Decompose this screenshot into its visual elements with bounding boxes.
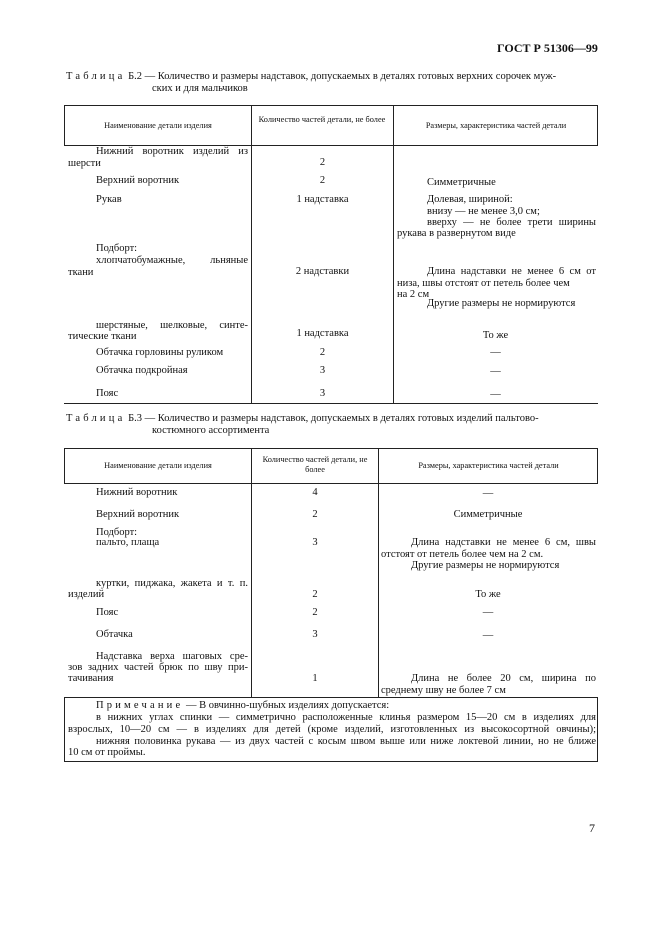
table-b2-row6-spec: —: [490, 347, 501, 358]
table-b2-row4-spec-line1: Длина надставки не менее 6 см от: [427, 266, 596, 277]
table-b3-note-line1: — В овчинно-шубных изделиях допускается:: [185, 700, 390, 711]
table-b2-col-header-name: Наименование детали изделия: [104, 121, 212, 130]
table-b2-row7-count: 3: [319, 365, 326, 376]
table-b3-note-right-border: [597, 697, 598, 762]
table-b2-row4-name-line2: хлопчатобумажные, льняные: [96, 255, 248, 266]
table-b2-bottom-border: [64, 403, 598, 404]
table-b3-col-header-name: Наименование детали изделия: [104, 461, 212, 470]
table-b2-row4-spec-line4: Другие размеры не нормируются: [427, 298, 576, 309]
table-b2-row5-name-line2: тические ткани: [68, 331, 137, 342]
table-b2-row4-name-line1: Подборт:: [96, 243, 138, 254]
table-b3-left-border: [64, 448, 65, 484]
table-b3-row6-count: 3: [312, 629, 318, 640]
table-b2-row1-name: Нижний воротник изделий из шерсти: [68, 146, 248, 169]
table-b3-row4-name-line1: куртки, пиджака, жакета и т. п.: [96, 578, 248, 589]
table-b2-row6-name: Обтачка горловины руликом: [96, 347, 224, 358]
table-b2-caption-cont: ских и для мальчиков: [152, 83, 248, 94]
table-b3-row3-name-line2: пальто, плаща: [96, 537, 160, 548]
table-b3-col-divider-1: [251, 448, 252, 698]
table-b3-note-first-line: [96, 700, 389, 712]
table-b2-row4-spec-line2: низа, швы отстоят от петель более чем: [397, 278, 570, 289]
table-b3-row5-count: 2: [312, 607, 318, 618]
table-b3-row6-name: Обтачка: [96, 629, 133, 640]
table-b3-row2-spec: Симметричные: [453, 509, 523, 520]
table-b2-caption-label: Таблица: [66, 71, 126, 82]
table-b2-row3-name: Рукав: [96, 194, 122, 205]
table-b3-row5-spec: —: [482, 607, 494, 618]
table-b2-caption: [66, 71, 556, 83]
table-b3-row3-spec-line3: Другие размеры не нормируются: [411, 560, 560, 571]
table-b2-row4-spec-line3: на 2 см: [397, 289, 430, 300]
table-b3-row7-name-line3: тачивания: [68, 673, 114, 684]
table-b3-note-line5: 10 см от проймы.: [68, 747, 146, 758]
table-b2-row5-count: 1 надставка: [296, 328, 349, 339]
table-b2-row5-name-line1: шерстяные, шелковые, синте-: [96, 320, 248, 331]
table-b3-note-line2: в нижних углах спинки — симметрично расположенные клинья размером 15—20 см в изделиях для: [96, 712, 596, 723]
table-b2-col-header-count: Количество частей детали, не более: [258, 115, 386, 124]
table-b3-caption-cont: костюмного ассортимента: [152, 425, 270, 436]
table-b2-row3-spec-line1: Долевая, шириной:: [427, 194, 513, 205]
table-b3-header-border: [64, 483, 598, 484]
table-b3-row2-name: Верхний воротник: [96, 509, 180, 520]
table-b2-row8-spec: —: [490, 389, 501, 400]
table-b3-row6-spec: —: [482, 630, 494, 641]
table-b2-row4-name-line3: ткани: [68, 267, 94, 278]
table-b3-note-line3: взрослых, 10—20 см — в изделиях для детей (кроме изделий, изготовленных из высокосортной овчины);: [68, 724, 596, 735]
table-b3-row2-count: 2: [312, 509, 318, 520]
table-b3-row7-name-line1: Надставка верха шаговых сре-: [96, 651, 248, 662]
table-b3-col-divider-2: [378, 448, 379, 698]
table-b3-caption: [66, 413, 539, 425]
table-b2-row4-count: 2 надставки: [295, 266, 350, 277]
table-b2-row2-name: Верхний воротник: [96, 175, 180, 186]
table-b3-bottom-border: [64, 761, 598, 762]
table-b2-left-border: [64, 105, 65, 146]
table-b2-row7-spec: —: [490, 366, 501, 377]
table-b3-col-header-spec: Размеры, характеристика частей детали: [418, 461, 559, 470]
table-b3-row3-count: 3: [312, 537, 318, 548]
table-b3-top-border: [64, 448, 598, 449]
table-b3-row3-spec-line1: Длина надставки не менее 6 см, швы: [411, 537, 596, 548]
table-b3-row3-name-line1: Подборт:: [96, 527, 138, 538]
table-b2-top-border: [64, 105, 598, 106]
table-b2-col-divider-1: [251, 105, 252, 404]
table-b2-row7-name: Обтачка подкройная: [96, 365, 188, 376]
table-b3-row7-name-line2: зов задних частей брюк по шву при-: [68, 662, 248, 673]
table-b3-row4-spec: То же: [475, 589, 501, 600]
table-b3-row4-count: 2: [312, 589, 318, 600]
table-b3-row7-count: 1: [312, 673, 318, 684]
table-b2-row8-name: Пояс: [96, 388, 119, 399]
table-b3-row7-spec-line2: среднему шву не более 7 см: [381, 685, 506, 696]
table-b3-col-header-count: Количество частей детали, не более: [262, 455, 368, 474]
table-b3-body-bottom-border: [64, 697, 598, 698]
table-b2-row3-spec-line3: вверху — не более трети ширины: [427, 217, 596, 228]
table-b2-row3-spec-line4: рукава в развернутом виде: [397, 228, 516, 239]
table-b2-row5-spec: То же: [482, 330, 509, 341]
table-b3-row1-count: 4: [312, 487, 318, 498]
table-b2-caption-text: Б.2 — Количество и размеры надставок, допускаемых в деталях готовых верхних сорочек муж-: [128, 71, 557, 82]
table-b3-row7-spec-line1: Длина не более 20 см, ширина по: [411, 673, 596, 684]
table-b3-row4-name-line2: изделий: [68, 589, 105, 600]
table-b3-caption-text: Б.3 — Количество и размеры надставок, допускаемых в деталях готовых изделий пальтово-: [128, 413, 539, 424]
table-b3-row1-spec: —: [482, 488, 494, 499]
table-b2-col-divider-2: [393, 105, 394, 404]
table-b3-row5-name: Пояс: [96, 607, 119, 618]
table-b2-row6-count: 2: [319, 347, 326, 358]
table-b3-note-left-border: [64, 697, 65, 762]
table-b2-row8-count: 3: [319, 388, 326, 399]
table-b3-note-line4: нижняя половинка рукава — из двух частей с косым швом выше или ниже локтевой линии, но не ближе: [96, 736, 596, 747]
table-b2-row3-spec-line2: внизу — не менее 3,0 см;: [427, 206, 540, 217]
table-b3-row3-spec-line2: отстоят от петель более чем на 2 см.: [381, 549, 544, 560]
table-b3-right-border: [597, 448, 598, 484]
table-b3-row1-name: Нижний воротник: [96, 487, 178, 498]
page-number: 7: [589, 821, 595, 835]
table-b3-caption-label: Таблица: [66, 413, 126, 424]
table-b3-note-label: Примечание: [96, 700, 184, 711]
table-b2-row3-count: 1 надставка: [296, 194, 349, 205]
document-code: ГОСТ Р 51306—99: [497, 41, 598, 55]
table-b2-right-border: [597, 105, 598, 146]
table-b2-row2-count: 2: [319, 175, 326, 186]
table-b2-row1-count: 2: [319, 157, 326, 168]
table-b2-row2-spec: Симметричные: [427, 177, 496, 188]
table-b2-col-header-spec: Размеры, характеристика частей детали: [425, 121, 567, 130]
